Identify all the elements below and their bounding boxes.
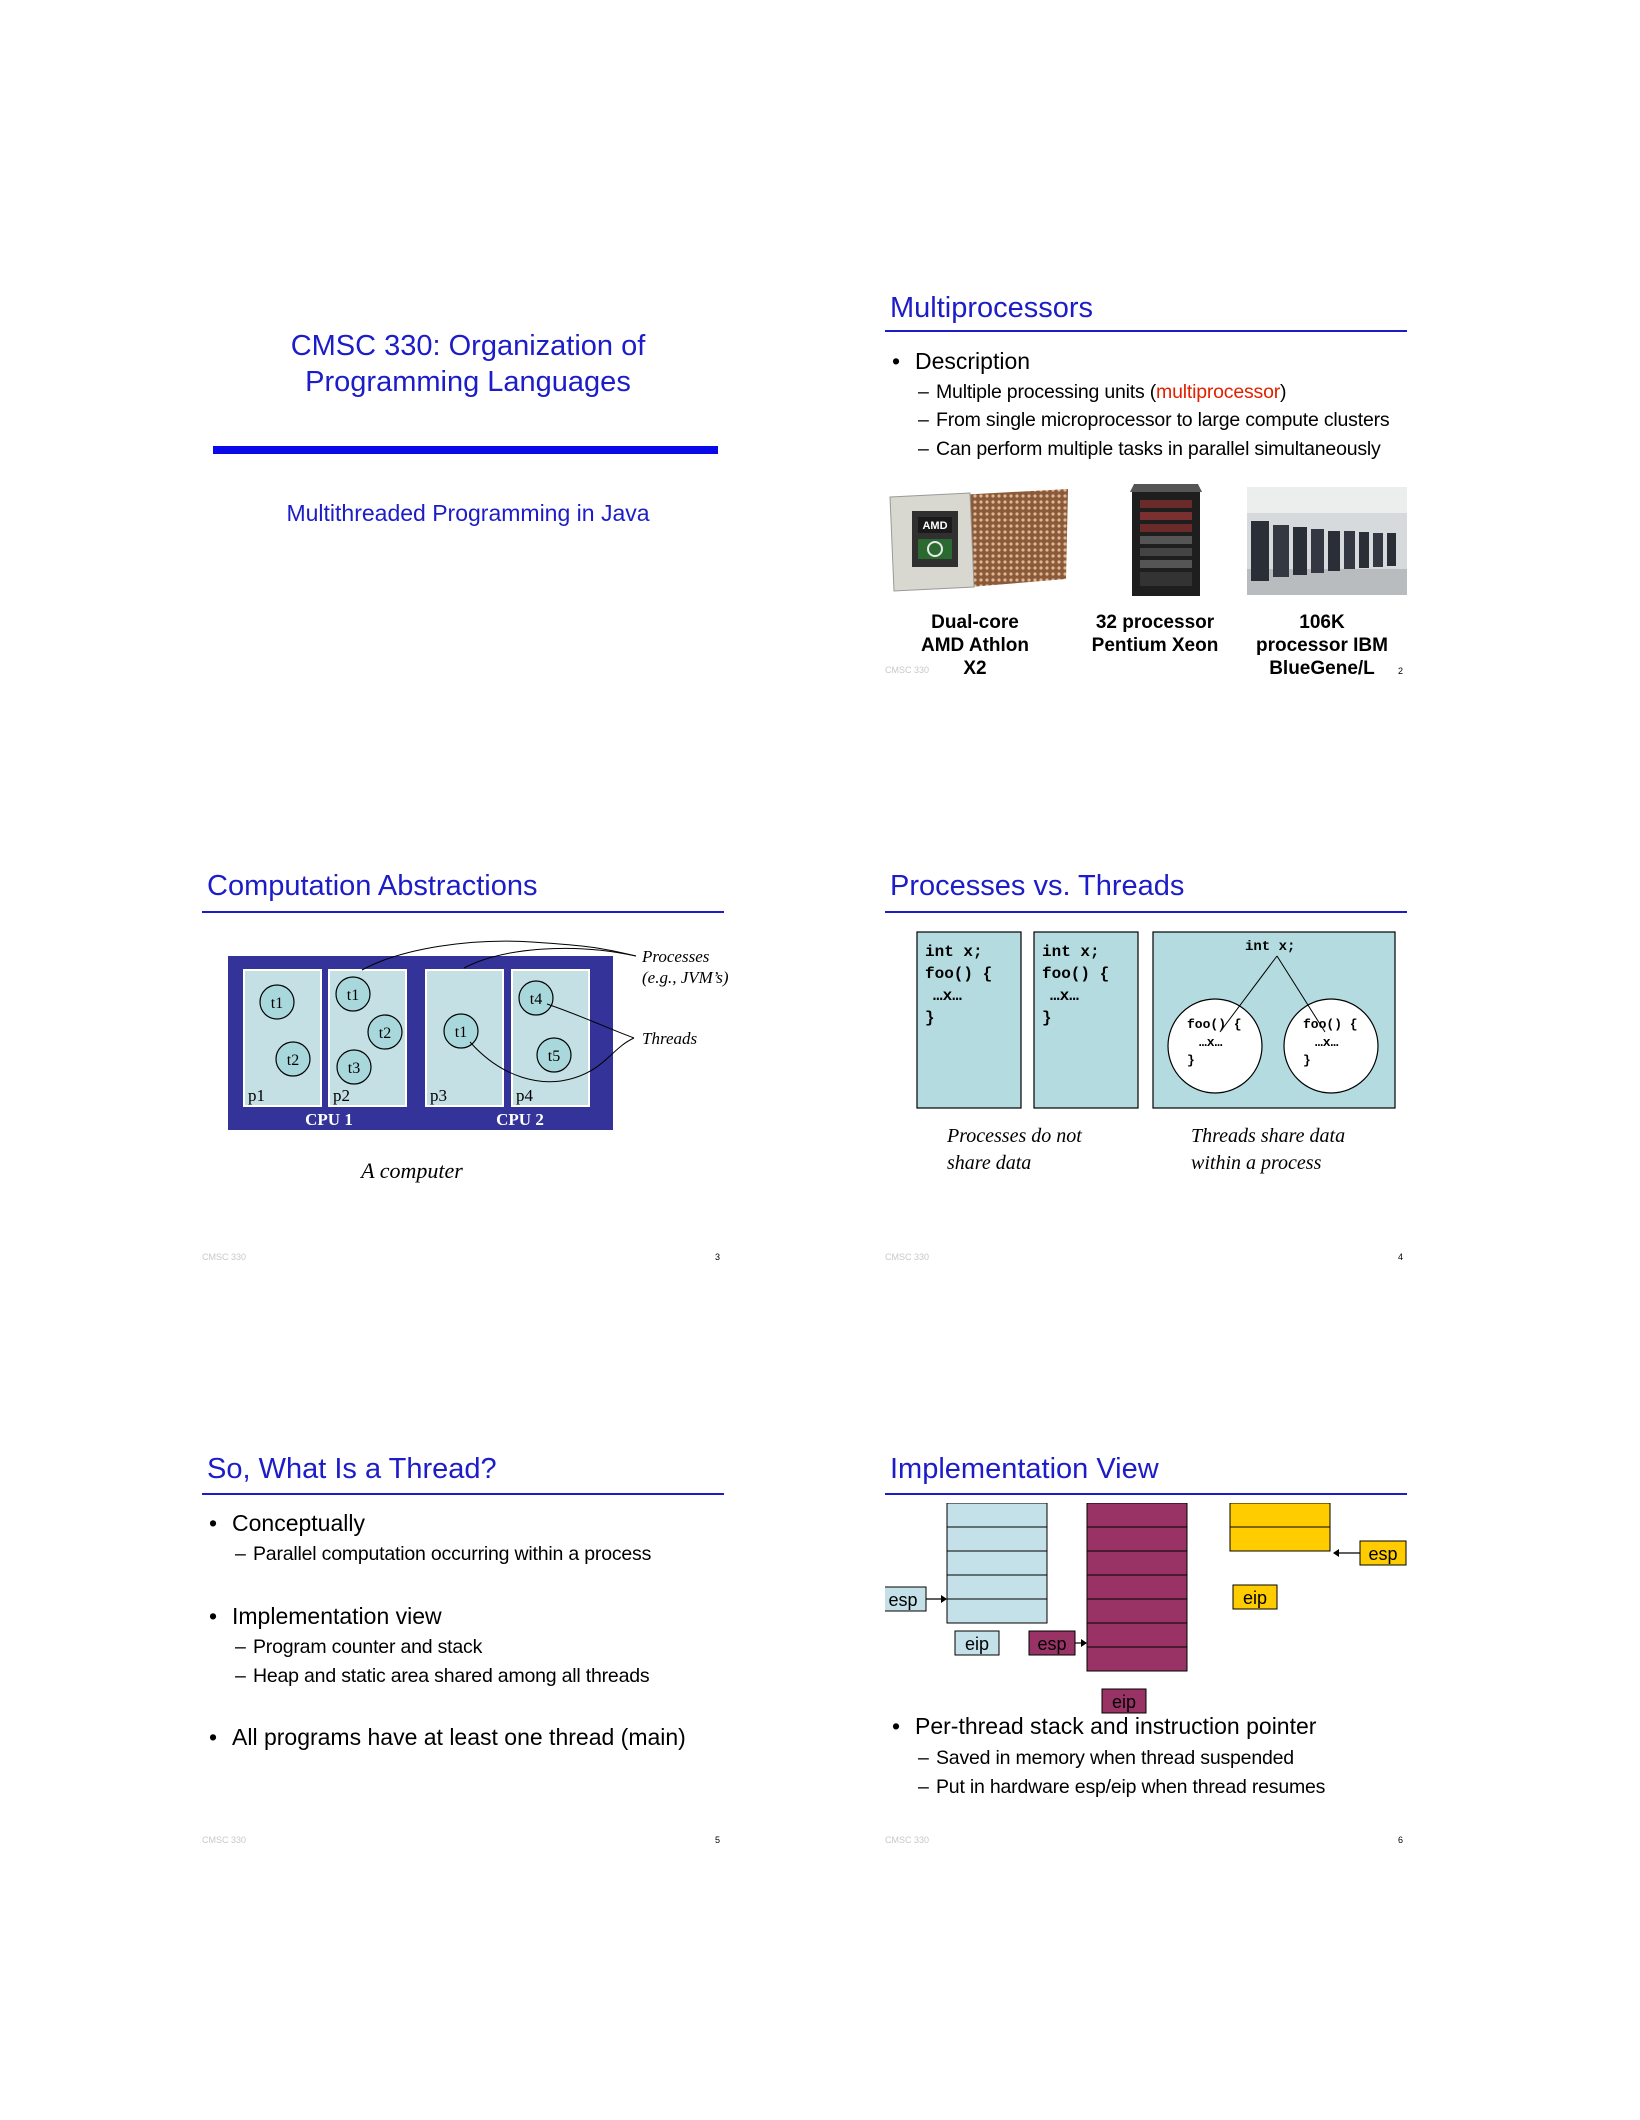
footer-course: CMSC 330 <box>885 665 930 675</box>
slide-1-rule <box>213 446 718 454</box>
stack-1-cell <box>947 1575 1047 1599</box>
process-label: p4 <box>516 1086 533 1105</box>
stack-2-cell <box>1087 1647 1187 1671</box>
stack-2-cell <box>1087 1551 1187 1575</box>
dash: – <box>918 1747 929 1769</box>
bullet-dot: • <box>209 1510 218 1536</box>
sub-text: Put in hardware esp/eip when thread resumes <box>936 1776 1326 1798</box>
thread-code-func: foo() { <box>1187 1017 1242 1032</box>
esp-label-3: esp <box>1368 1544 1398 1564</box>
sub-bullet-3 <box>918 438 1381 461</box>
code-close: } <box>1042 1009 1052 1027</box>
cpu-label: CPU 1 <box>305 1110 353 1129</box>
sub-bullet <box>918 1747 1294 1770</box>
stack-2-cell <box>1087 1623 1187 1647</box>
cabinet-2 <box>1273 525 1289 577</box>
esp-arrow-2-head <box>1081 1639 1087 1647</box>
process-label: p2 <box>333 1086 350 1105</box>
processes-vs-threads-diagram <box>885 928 1425 1218</box>
dash: – <box>918 438 929 460</box>
code-decl: int x; <box>1042 943 1100 961</box>
footer-course: CMSC 330 <box>885 1835 930 1845</box>
code-func: foo() { <box>1042 965 1110 983</box>
slide-3 <box>202 870 742 1290</box>
sub-text-pre: Multiple processing units ( <box>936 381 1157 403</box>
slide-4 <box>885 870 1425 1290</box>
amd-chip-image <box>888 487 1070 597</box>
rack-panel-4 <box>1140 536 1192 544</box>
cabinet-3 <box>1293 527 1307 575</box>
bullet-dot: • <box>209 1603 218 1629</box>
process-label: p3 <box>430 1086 447 1105</box>
bullet-per-thread <box>892 1713 1316 1740</box>
title-rule <box>202 911 724 913</box>
stack-2-cell <box>1087 1575 1187 1599</box>
bullet-text: Per-thread stack and instruction pointer <box>915 1713 1317 1739</box>
page-number: 5 <box>715 1835 721 1845</box>
rack-panel-1 <box>1140 500 1192 508</box>
sub-text: Program counter and stack <box>253 1636 483 1658</box>
slide-title: So, What Is a Thread? <box>207 1453 497 1485</box>
bullet-text: Implementation view <box>232 1603 442 1629</box>
bullet-implementation-view <box>209 1603 442 1630</box>
chip-pins <box>958 489 1068 587</box>
sub-bullet <box>235 1543 651 1566</box>
thread-label: t3 <box>347 1060 361 1077</box>
footer-course: CMSC 330 <box>885 1252 930 1262</box>
caption-line: AMD Athlon <box>921 635 1029 656</box>
sub-text: Saved in memory when thread suspended <box>936 1747 1294 1769</box>
computer-diagram <box>202 928 742 1218</box>
stack-3-cell <box>1230 1527 1330 1551</box>
bullet-dot: • <box>892 1713 901 1739</box>
bullet-dot: • <box>209 1724 218 1750</box>
rack-panel-2 <box>1140 512 1192 520</box>
eip-label-2: eip <box>1111 1692 1137 1712</box>
slide-1 <box>198 330 738 750</box>
slide-title: Computation Abstractions <box>207 870 538 902</box>
bullet-all-programs <box>209 1724 686 1751</box>
thread-label: t2 <box>378 1025 392 1042</box>
eip-label-3: eip <box>1242 1588 1268 1608</box>
process-label: p1 <box>248 1086 265 1105</box>
thread-code-close: } <box>1187 1053 1195 1068</box>
stack-3-cell <box>1230 1503 1330 1527</box>
dash: – <box>918 1776 929 1798</box>
stack-2-cell <box>1087 1599 1187 1623</box>
page-number: 6 <box>1398 1835 1404 1845</box>
slide-2 <box>885 292 1425 682</box>
stack-1-cell <box>947 1551 1047 1575</box>
cabinet-8 <box>1373 533 1383 567</box>
title-rule <box>885 330 1407 332</box>
stack-2-cell <box>1087 1527 1187 1551</box>
caption-pentium <box>1085 611 1225 657</box>
dash: – <box>918 381 929 403</box>
caption-line: BlueGene/L <box>1269 658 1375 679</box>
esp-arrow-1-head <box>941 1595 947 1603</box>
stack-3 <box>1230 1503 1330 1551</box>
bullet-conceptually <box>209 1510 365 1537</box>
stack-2 <box>1087 1503 1187 1671</box>
rack-panel-5 <box>1140 548 1192 556</box>
page-number: 2 <box>1398 666 1404 676</box>
sub-text: Heap and static area shared among all threads <box>253 1665 650 1687</box>
esp-arrow-3-head <box>1333 1549 1339 1557</box>
caption-line: processor IBM <box>1256 635 1388 656</box>
caption-line: 32 processor <box>1095 612 1215 633</box>
caption-bluegene <box>1247 611 1397 680</box>
slide-1-title-line-1: CMSC 330: Organization of <box>290 330 646 362</box>
cabinet-7 <box>1359 532 1369 568</box>
rack-panel-7 <box>1140 572 1192 586</box>
title-rule <box>202 1493 724 1495</box>
page-number: 3 <box>715 1252 721 1262</box>
sub-text-post: ) <box>1280 381 1287 403</box>
slide-1-title-line-2: Programming Languages <box>305 366 631 398</box>
cabinet-9 <box>1387 533 1396 566</box>
rack-top <box>1130 484 1202 492</box>
thread-code-close: } <box>1303 1053 1311 1068</box>
sub-text: Parallel computation occurring within a process <box>253 1543 652 1565</box>
cabinet-1 <box>1251 521 1269 581</box>
code-func: foo() { <box>925 965 993 983</box>
sub-bullet <box>918 1776 1325 1799</box>
dash: – <box>918 409 929 431</box>
stack-2-cell <box>1087 1503 1187 1527</box>
stack-1 <box>947 1503 1047 1623</box>
bullet-text: Conceptually <box>232 1510 365 1536</box>
bullet-text: All programs have at least one thread (main) <box>232 1724 686 1750</box>
bluegene-cluster-image <box>1247 487 1407 595</box>
title-rule <box>885 1493 1407 1495</box>
caption-line: Pentium Xeon <box>1091 635 1219 656</box>
room-floor <box>1247 569 1407 595</box>
footer-course: CMSC 330 <box>202 1252 247 1262</box>
chip-logo-text: AMD <box>922 520 948 532</box>
sub-bullet <box>235 1665 649 1688</box>
sub-bullet-2 <box>918 409 1389 432</box>
thread-code-body: …x… <box>1315 1035 1339 1050</box>
cabinet-5 <box>1328 531 1340 571</box>
bullet-dot: • <box>892 348 901 374</box>
dash: – <box>235 1665 246 1687</box>
sub-text: Can perform multiple tasks in parallel simultaneously <box>936 438 1381 460</box>
code-body: …x… <box>1050 987 1079 1005</box>
thread-code-body: …x… <box>1199 1035 1223 1050</box>
slide-1-subtitle: Multithreaded Programming in Java <box>286 500 650 526</box>
thread-label: t1 <box>454 1024 468 1041</box>
code-decl: int x; <box>925 943 983 961</box>
slide-title: Implementation View <box>890 1453 1159 1485</box>
cabinet-6 <box>1344 531 1355 569</box>
esp-label-1: esp <box>888 1590 918 1610</box>
server-rack-image <box>1128 482 1204 598</box>
shared-decl: int x; <box>1245 939 1296 955</box>
code-body: …x… <box>933 987 962 1005</box>
computer-caption: A computer <box>361 1158 463 1183</box>
rack-panel-3 <box>1140 524 1192 532</box>
cabinet-4 <box>1311 529 1324 573</box>
thread-label: t2 <box>286 1052 300 1069</box>
esp-label-2: esp <box>1037 1634 1067 1654</box>
caption-processes-1: Processes do not <box>947 1125 1082 1147</box>
slide-6 <box>885 1453 1425 1873</box>
stack-1-cell <box>947 1527 1047 1551</box>
thread-label: t5 <box>547 1048 561 1065</box>
thread-code-func: foo() { <box>1303 1017 1358 1032</box>
thread-label: t4 <box>529 991 543 1008</box>
eip-label-1: eip <box>964 1634 990 1654</box>
code-close: } <box>925 1009 935 1027</box>
caption-line: X2 <box>963 658 987 679</box>
rack-panel-6 <box>1140 560 1192 568</box>
threads-label: Threads <box>642 1029 698 1048</box>
title-rule <box>885 911 1407 913</box>
sub-text: From single microprocessor to large compute clusters <box>936 409 1390 431</box>
dash: – <box>235 1543 246 1565</box>
thread-label: t1 <box>270 995 284 1012</box>
sub-text-red: multiprocessor <box>1156 381 1281 403</box>
bullet-text: Description <box>915 348 1031 374</box>
dash: – <box>235 1636 246 1658</box>
caption-threads-1: Threads share data <box>1191 1125 1346 1147</box>
caption-processes-2: share data <box>947 1152 1032 1174</box>
footer-course: CMSC 330 <box>202 1835 247 1845</box>
cpu-label: CPU 2 <box>496 1110 544 1129</box>
sub-bullet <box>235 1636 482 1659</box>
sub-bullet-1 <box>918 381 1286 404</box>
processes-example-label: (e.g., JVM’s) <box>642 968 729 987</box>
thread-label: t1 <box>346 987 360 1004</box>
slide-5 <box>202 1453 742 1873</box>
room-ceiling <box>1247 487 1407 513</box>
stack-1-cell <box>947 1503 1047 1527</box>
caption-threads-2: within a process <box>1191 1152 1322 1174</box>
processes-label: Processes <box>642 947 710 966</box>
page-number: 4 <box>1398 1252 1404 1262</box>
slide-title: Multiprocessors <box>890 292 1094 324</box>
bullet-description <box>892 348 1030 375</box>
slide-title: Processes vs. Threads <box>890 870 1185 902</box>
caption-line: Dual-core <box>931 612 1019 633</box>
stack-1-cell <box>947 1599 1047 1623</box>
caption-line: 106K <box>1299 612 1345 633</box>
